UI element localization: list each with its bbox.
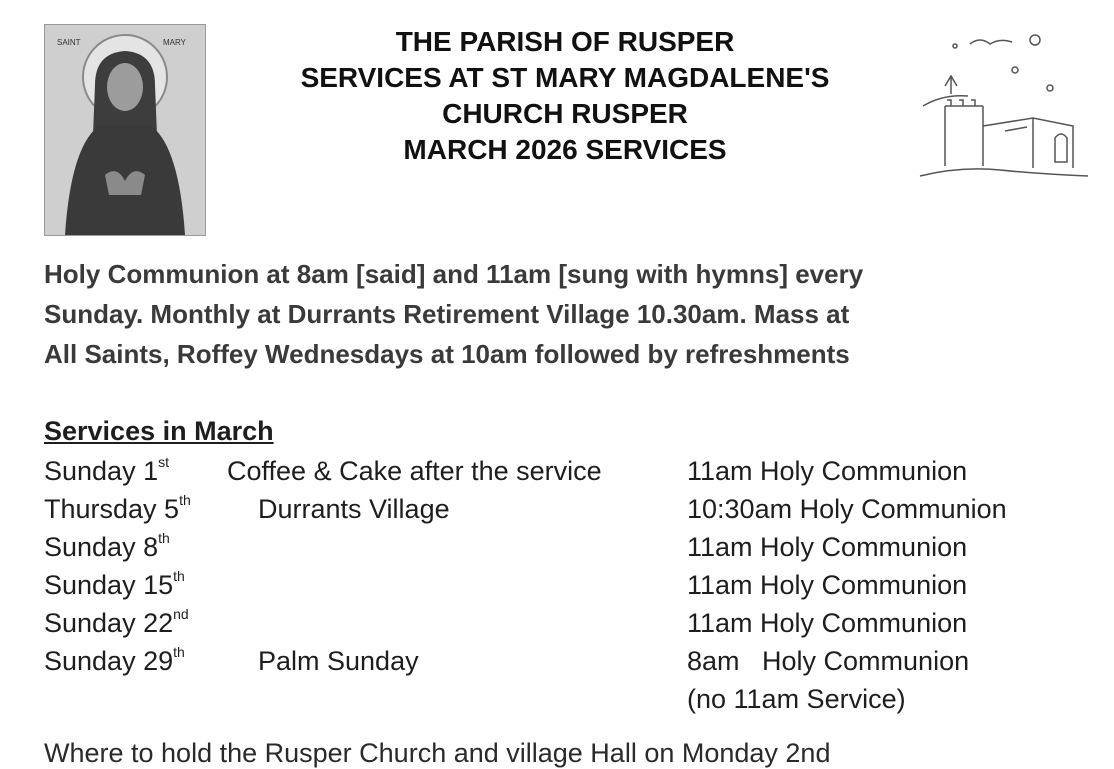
schedule-day: Sunday 29th: [44, 644, 185, 676]
schedule-service: 11am Holy Communion: [687, 456, 968, 486]
schedule-day: Sunday 15th: [44, 568, 185, 600]
icon-saint-label: SAINT: [57, 38, 81, 47]
header-line-month: MARCH 2026 SERVICES: [403, 134, 727, 165]
schedule-row: [44, 490, 1104, 528]
intro-line: Sunday. Monthly at Durrants Retirement Village 10.30am. Mass at: [44, 299, 850, 329]
page-header: [230, 24, 900, 168]
header-line-church: CHURCH RUSPER: [442, 98, 688, 129]
header-line-services-at: SERVICES AT ST MARY MAGDALENE'S: [300, 62, 830, 93]
icon-name-label: MARY: [163, 38, 186, 47]
services-schedule: [44, 452, 1104, 718]
schedule-row: [44, 604, 1104, 642]
intro-paragraph: [44, 254, 1104, 374]
schedule-row: [44, 642, 1104, 680]
footer-partial-text: Where to hold the Rusper Church and village Hall on Monday 2nd: [44, 738, 831, 768]
schedule-day: Sunday 1st: [44, 454, 169, 486]
schedule-service: 11am Holy Communion: [687, 570, 968, 600]
schedule-day: Sunday 8th: [44, 530, 170, 562]
schedule-service: (no 11am Service): [687, 684, 906, 714]
schedule-note: Durrants Village: [258, 494, 450, 524]
schedule-service: 11am Holy Communion: [687, 532, 968, 562]
schedule-day: Sunday 22nd: [44, 606, 189, 638]
intro-line: Holy Communion at 8am [said] and 11am [sung with hymns] every: [44, 259, 864, 289]
saint-mary-icon-image: [44, 24, 206, 236]
schedule-note: Coffee & Cake after the service: [227, 456, 602, 486]
schedule-service: 11am Holy Communion: [687, 608, 968, 638]
header-line-parish: THE PARISH OF RUSPER: [395, 26, 735, 57]
intro-line: All Saints, Roffey Wednesdays at 10am followed by refreshments: [44, 339, 850, 369]
schedule-row: [44, 452, 1104, 490]
schedule-row: [44, 566, 1104, 604]
schedule-row: [44, 528, 1104, 566]
services-section-title: Services in March: [44, 416, 274, 446]
church-sketch-image: [915, 26, 1090, 191]
footer-partial-line: [44, 738, 1084, 768]
schedule-note: Palm Sunday: [258, 646, 419, 676]
schedule-row: [44, 680, 1104, 718]
schedule-service: 10:30am Holy Communion: [687, 494, 1007, 524]
schedule-day: Thursday 5th: [44, 492, 191, 524]
schedule-service: 8am Holy Communion: [687, 646, 970, 676]
